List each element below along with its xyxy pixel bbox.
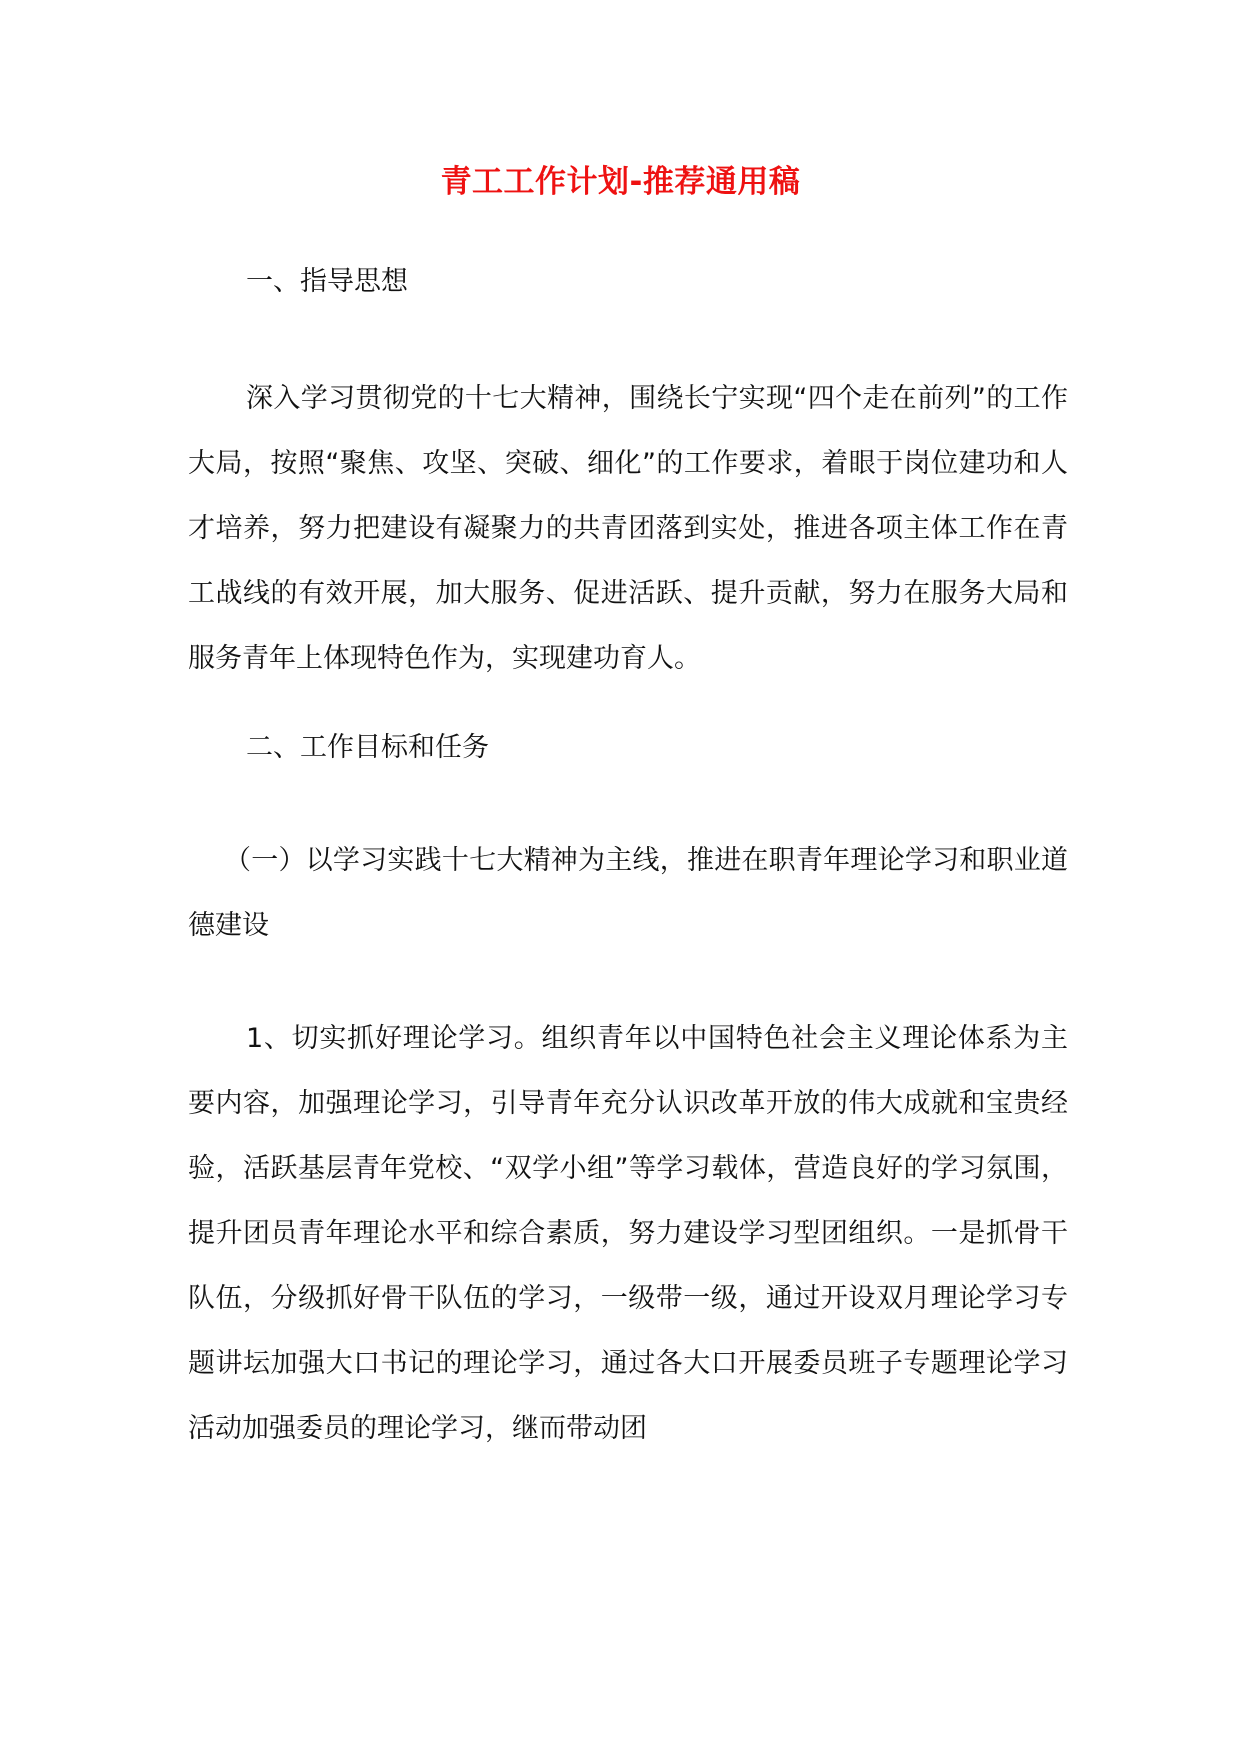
- paragraph-theory-study: 1、切实抓好理论学习。组织青年以中国特色社会主义理论体系为主要内容，加强理论学习，引导青年充分认识改革开放的伟大成就和宝贵经验，活跃基层青年党校、“双学小组”等学习载体，营造良好的学习氛围，提升团员青年理论水平和综合素质，努力建设学习型团组织。一是抓骨干队伍，分级抓好骨干队伍的学习，一级带一级，通过开设双月理论学习专题讲坛加强大口书记的理论学习，通过各大口开展委员班子专题理论学习活动加强委员的理论学习，继而带动团: [188, 1023, 1068, 1444]
- paragraph-guiding-ideology: 深入学习贯彻党的十七大精神，围绕长宁实现“四个走在前列”的工作大局，按照“聚焦、攻坚、突破、细化”的工作要求，着眼于岗位建功和人才培养，努力把建设有凝聚力的共青团落到实处，推进各项主体工作在青工战线的有效开展，加大服务、促进活跃、提升贡献，努力在服务大局和服务青年上体现特色作为，实现建功育人。: [188, 383, 1068, 674]
- subsection-heading-theory-study: （一）以学习实践十七大精神为主线，推进在职青年理论学习和职业道德建设: [188, 845, 1068, 941]
- document-title: 青工工作计划-推荐通用稿: [440, 164, 801, 200]
- section-heading-goals-tasks: 二、工作目标和任务: [246, 732, 489, 763]
- section-heading-guiding-ideology: 一、指导思想: [246, 266, 408, 297]
